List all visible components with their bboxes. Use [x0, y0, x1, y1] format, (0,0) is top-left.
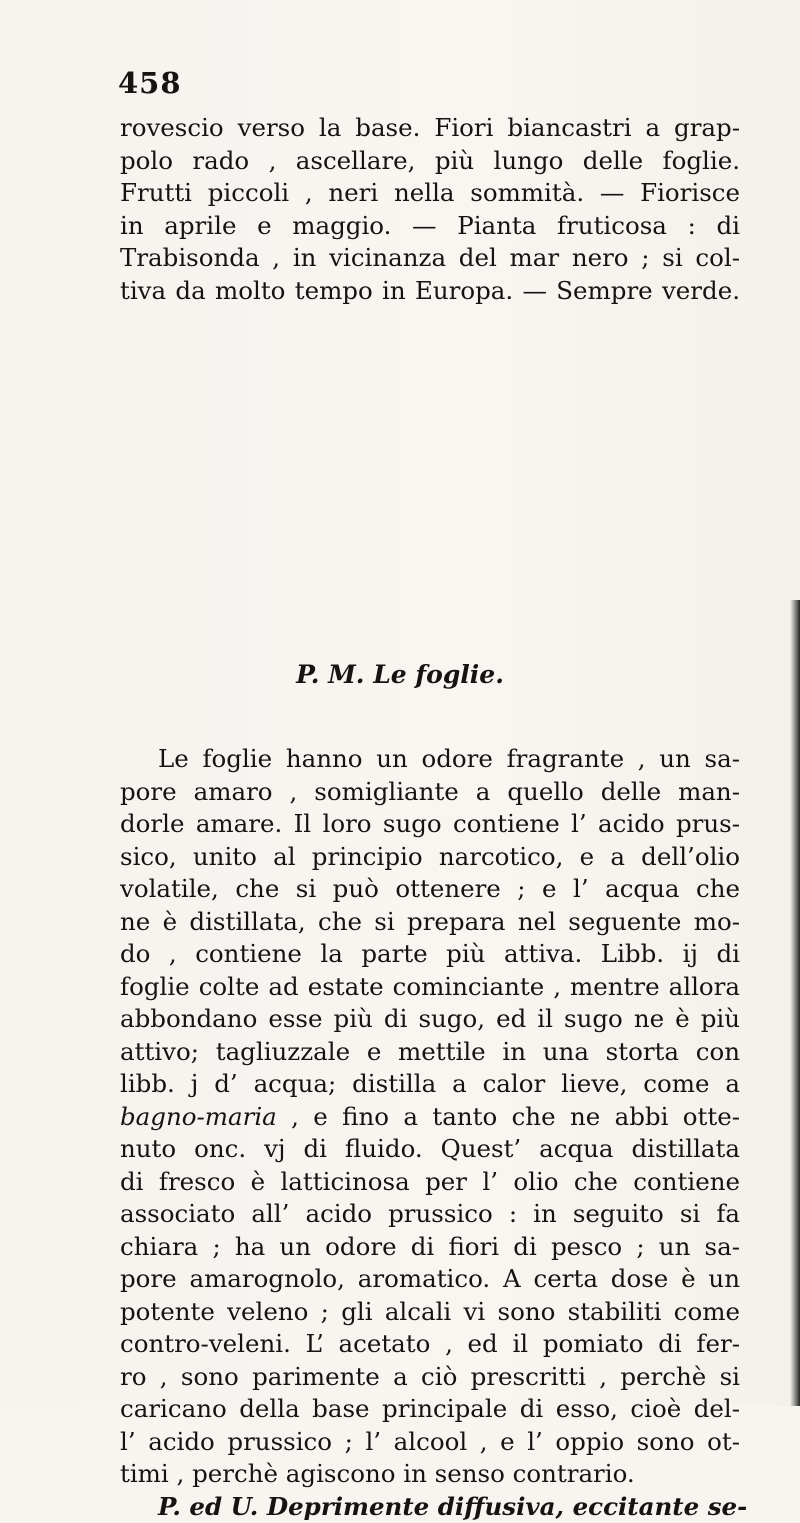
text-line: ne è distillata, che si prepara nel seguente mo- [120, 906, 740, 939]
text-line: polo rado , ascellare, più lungo delle foglie. [120, 145, 740, 178]
text-line: sico, unito al principio narcotico, e a dell’olio [120, 841, 740, 874]
text-line: Trabisonda , in vicinanza del mar nero ; si col- [120, 242, 740, 275]
text-line: l’ acido prussico ; l’ alcool , e l’ oppio sono ot- [120, 1426, 740, 1459]
text-line: rovescio verso la base. Fiori biancastri a grap- [120, 112, 740, 145]
section-heading: P. M. Le foglie. [0, 660, 800, 689]
text-line: foglie colte ad estate cominciante , mentre allora [120, 971, 740, 1004]
text-line: potente veleno ; gli alcali vi sono stabiliti come [120, 1296, 740, 1329]
italic-term: bagno-maria [120, 1102, 277, 1131]
text-line: libb. j d’ acqua; distilla a calor lieve, come a [120, 1068, 740, 1101]
text-line: ro , sono parimente a ciò prescritti , perchè si [120, 1361, 740, 1394]
text-line: Le foglie hanno un odore fragrante , un sa- [120, 743, 740, 776]
page-edge-shadow [790, 600, 800, 1406]
text-line: pore amarognolo, aromatico. A certa dose è un [120, 1263, 740, 1296]
page-number: 458 [118, 66, 182, 100]
text-line-bagno [120, 1101, 740, 1134]
text-line-last: timi , perchè agiscono in senso contrario. [120, 1458, 740, 1491]
text-line: associato all’ acido prussico : in seguito si fa [120, 1198, 740, 1231]
text-line: Frutti piccoli , neri nella sommità. — Fiorisce [120, 177, 740, 210]
text-line: abbondano esse più di sugo, ed il sugo ne è più [120, 1003, 740, 1036]
text-line: pore amaro , somigliante a quello delle man- [120, 776, 740, 809]
text-fragment: , e fino a tanto che ne abbi otte- [291, 1102, 740, 1131]
text-line: do , contiene la parte più attiva. Libb. ij di [120, 938, 740, 971]
text-line: di fresco è latticinosa per l’ olio che contiene [120, 1166, 740, 1199]
paragraph-leaves [120, 743, 740, 1523]
paragraph-description [120, 112, 740, 307]
text-line: contro-veleni. L’ acetato , ed il pomiato di fer- [120, 1328, 740, 1361]
text-line: nuto onc. vj di fluido. Quest’ acqua distillata [120, 1133, 740, 1166]
text-line: chiara ; ha un odore di fiori di pesco ; un sa- [120, 1231, 740, 1264]
text-line-properties: P. ed U. Deprimente diffusiva, eccitante se- [120, 1491, 740, 1523]
text-line: attivo; tagliuzzale e mettile in una storta con [120, 1036, 740, 1069]
text-line: dorle amare. Il loro sugo contiene l’ acido prus- [120, 808, 740, 841]
text-line: caricano della base principale di esso, cioè del- [120, 1393, 740, 1426]
text-line: in aprile e maggio. — Pianta fruticosa : di [120, 210, 740, 243]
text-line: volatile, che si può ottenere ; e l’ acqua che [120, 873, 740, 906]
text-line: tiva da molto tempo in Europa. — Sempre verde. [120, 275, 740, 308]
